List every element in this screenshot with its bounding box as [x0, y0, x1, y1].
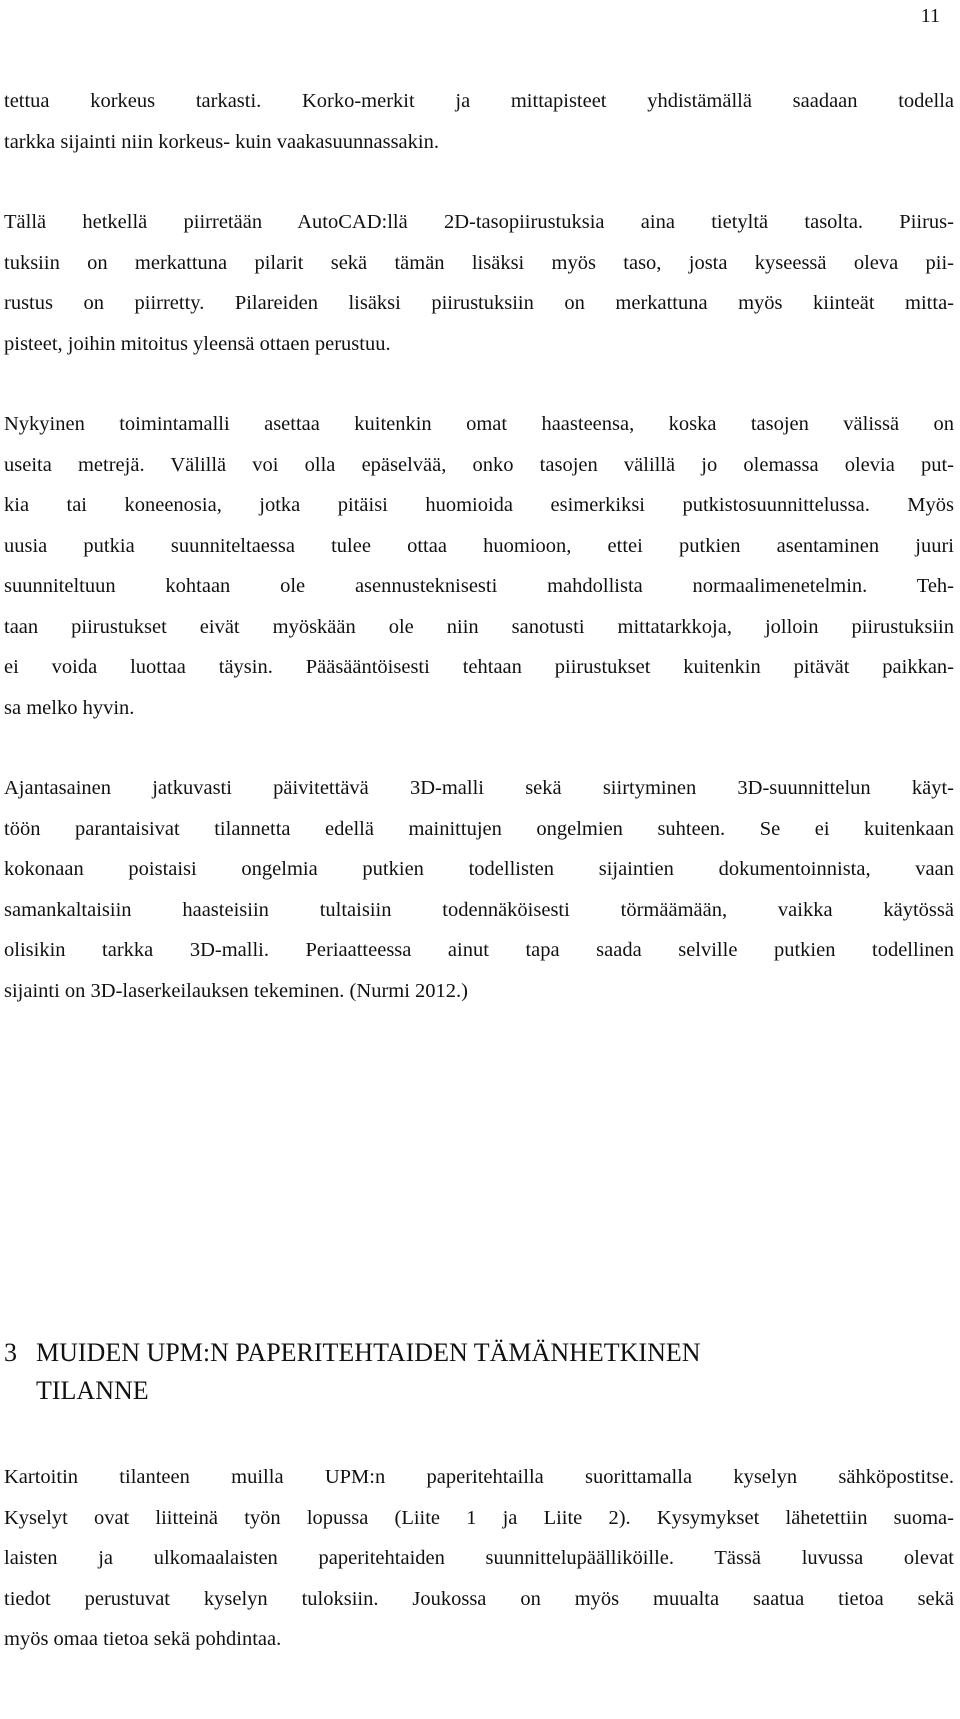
text-line: olisikin tarkka 3D-malli. Periaatteessa ainut tapa saada selville putkien todellinen	[4, 939, 954, 961]
paragraph-5	[4, 1457, 954, 1660]
text-line: samankaltaisiin haasteisiin tultaisiin todennäköisesti törmäämään, vaikka käytössä	[4, 898, 954, 921]
text-line: useita metrejä. Välillä voi olla epäselvää, onko tasojen välillä jo olemassa olevia put-	[4, 453, 954, 476]
section-number: 3	[4, 1338, 17, 1367]
paragraph-1	[4, 81, 954, 162]
text-line: rustus on piirretty. Pilareiden lisäksi piirustuksiin on merkattuna myös kiinteät mitta-	[4, 292, 954, 314]
paragraph-gap	[4, 728, 954, 768]
text-line: taan piirustukset eivät myöskään ole niin sanotusti mittatarkkoja, jolloin piirustuksiin	[4, 615, 954, 638]
text-line: uusia putkia suunniteltaessa tulee ottaa huomioon, ettei putkien asentaminen juuri	[4, 534, 954, 557]
text-line: tettua korkeus tarkasti. Korko-merkit ja mittapisteet yhdistämällä saadaan todella	[4, 90, 954, 112]
text-line: tarkka sijainti niin korkeus- kuin vaakasuunnassakin.	[4, 130, 439, 153]
text-line: sijainti on 3D-laserkeilauksen tekeminen. (Nurmi 2012.)	[4, 979, 468, 1002]
text-line: pisteet, joihin mitoitus yleensä ottaen perustuu.	[4, 332, 391, 355]
text-line: sa melko hyvin.	[4, 696, 135, 719]
text-line: Nykyinen toimintamalli asettaa kuitenkin omat haasteensa, koska tasojen välissä on	[4, 413, 954, 435]
text-line: tiedot perustuvat kyselyn tuloksiin. Joukossa on myös muualta saatua tietoa sekä	[4, 1587, 954, 1610]
text-line: ei voida luottaa täysin. Pääsääntöisesti tehtaan piirustukset kuitenkin pitävät paikkan-	[4, 656, 954, 678]
paragraph-gap	[4, 364, 954, 404]
paragraph-gap	[4, 162, 954, 202]
text-line: töön parantaisivat tilannetta edellä mainittujen ongelmien suhteen. Se ei kuitenkaan	[4, 817, 954, 840]
text-line: Kyselyt ovat liitteinä työn lopussa (Liite 1 ja Liite 2). Kysymykset lähetettiin suoma-	[4, 1506, 954, 1529]
text-line: myös omaa tietoa sekä pohdintaa.	[4, 1628, 282, 1650]
paragraph-2	[4, 202, 954, 364]
section-title-line-1: MUIDEN UPM:N PAPERITEHTAIDEN TÄMÄNHETKINEN	[36, 1338, 701, 1367]
text-line: kokonaan poistaisi ongelmia putkien todellisten sijaintien dokumentoinnista, vaan	[4, 858, 954, 880]
text-line: suunniteltuun kohtaan ole asennusteknisesti mahdollista normaalimenetelmin. Teh-	[4, 575, 954, 597]
paragraph-3	[4, 404, 954, 728]
text-line: tuksiin on merkattuna pilarit sekä tämän lisäksi myös taso, josta kyseessä oleva pii-	[4, 251, 954, 274]
text-line: kia tai koneenosia, jotka pitäisi huomioida esimerkiksi putkistosuunnittelussa. Myös	[4, 494, 954, 516]
text-line: Tällä hetkellä piirretään AutoCAD:llä 2D-tasopiirustuksia aina tietyltä tasolta. Piirus-	[4, 211, 954, 233]
body-text-bottom	[4, 1457, 954, 1660]
text-line: Ajantasainen jatkuvasti päivitettävä 3D-malli sekä siirtyminen 3D-suunnittelun käyt-	[4, 777, 954, 799]
page-number: 11	[920, 5, 940, 27]
text-line: laisten ja ulkomaalaisten paperitehtaiden suunnittelupäälliköille. Tässä luvussa olevat	[4, 1547, 954, 1569]
paragraph-4	[4, 768, 954, 1011]
section-title-line-2: TILANNE	[36, 1376, 149, 1405]
body-text-top	[4, 81, 954, 1011]
text-line: Kartoitin tilanteen muilla UPM:n paperitehtailla suorittamalla kyselyn sähköpostitse.	[4, 1466, 954, 1488]
section-heading	[4, 1334, 954, 1410]
